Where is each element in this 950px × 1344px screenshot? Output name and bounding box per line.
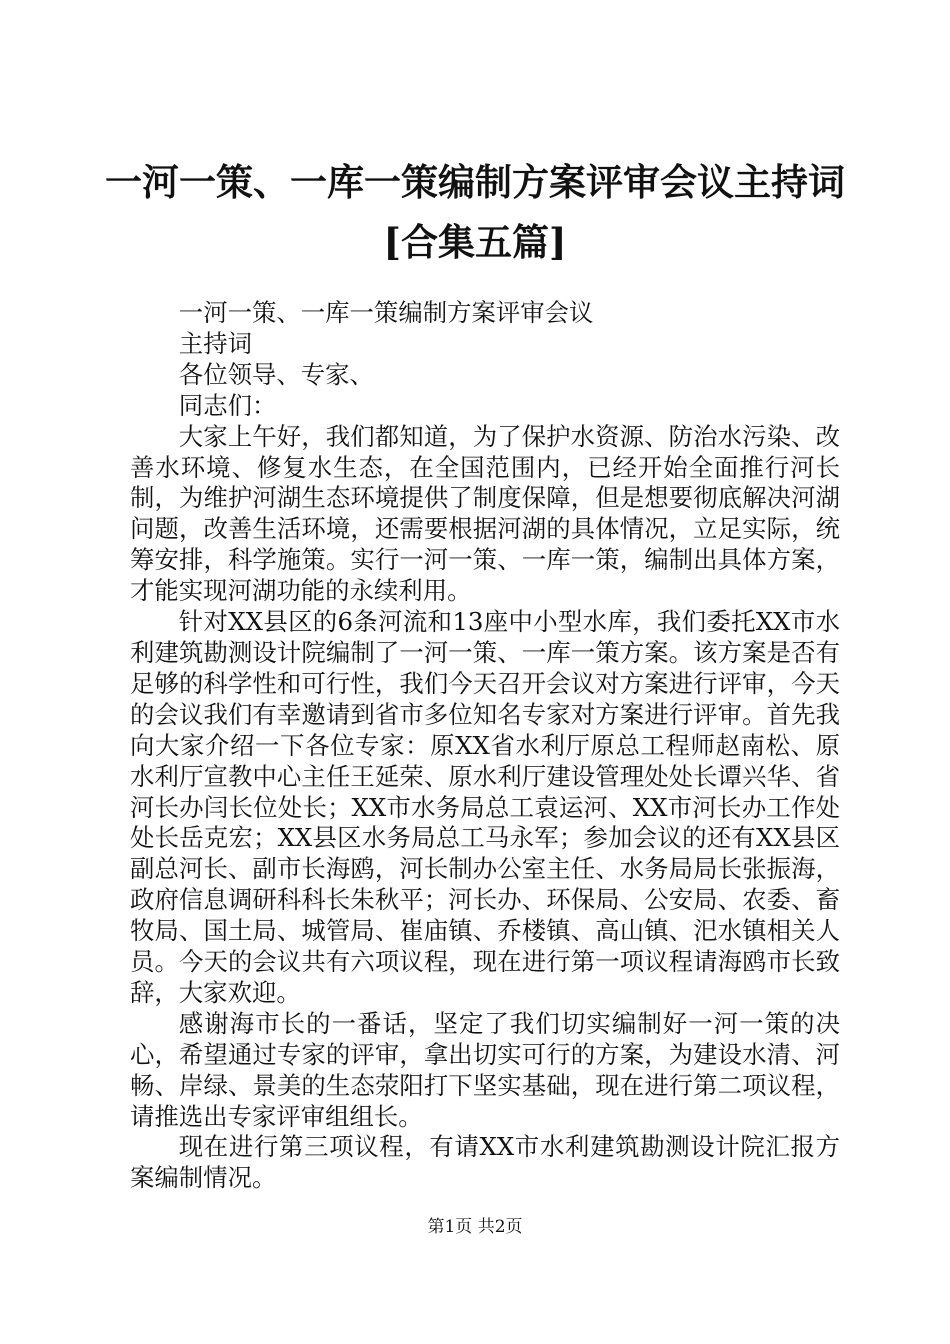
paragraph: 针对XX县区的6条河流和13座中小型水库，我们委托XX市水利建筑勘测设计院编制了一河一策、一库一策方案。该方案是否有足够的科学性和可行性，我们今天召开会议对方案进行评审，今天的会议我们有幸邀请到省市多位知名专家对方案进行评审。首先我向大家介绍一下各位专家：原XX省水利厅原总工程师赵南松、原水利厅宣教中心主任王延荣、原水利厅建设管理处处长谭兴华、省河长办闫长位处长；XX市水务局总工袁运河、XX市河长办工作处处长岳克宏；XX县区水务局总工马永军；参加会议的还有XX县区副总河长、副市长海鸥，河长制办公室主任、水务局局长张振海，政府信息调研科科长朱秋平；河长办、环保局、公安局、农委、畜牧局、国土局、城管局、崔庙镇、乔楼镇、高山镇、汜水镇相关人员。今天的会议共有六项议程，现在进行第一项议程请海鸥市长致辞，大家欢迎。 (130, 607, 840, 1007)
page-footer: 第1页 共2页 (427, 1217, 523, 1237)
document-title-subtitle: [合集五篇] (383, 220, 567, 264)
document-body (130, 298, 840, 1194)
paragraph: 各位领导、专家、 (178, 359, 374, 389)
document-title: 一河一策、一库一策编制方案评审会议主持词 (105, 160, 845, 204)
paragraph: 感谢海市长的一番话，坚定了我们切实编制好一河一策的决心，希望通过专家的评审，拿出切实可行的方案，为建设水清、河畅、岸绿、景美的生态荥阳打下坚实基础，现在进行第二项议程，请推选出专家评审组组长。 (130, 1008, 840, 1131)
paragraph: 一河一策、一库一策编制方案评审会议 (178, 298, 594, 327)
paragraph: 主持词 (178, 328, 252, 358)
paragraph: 同志们： (178, 390, 277, 420)
paragraph: 大家上午好，我们都知道，为了保护水资源、防治水污染、改善水环境、修复水生态，在全国范围内，已经开始全面推行河长制，为维护河湖生态环境提供了制度保障，但是想要彻底解决河湖问题，改善生活环境，还需要根据河湖的具体情况，立足实际，统筹安排，科学施策。实行一河一策、一库一策，编制出具体方案，才能实现河湖功能的永续利用。 (130, 421, 840, 606)
paragraph: 现在进行第三项议程，有请XX市水利建筑勘测设计院汇报方案编制情况。 (130, 1132, 840, 1193)
